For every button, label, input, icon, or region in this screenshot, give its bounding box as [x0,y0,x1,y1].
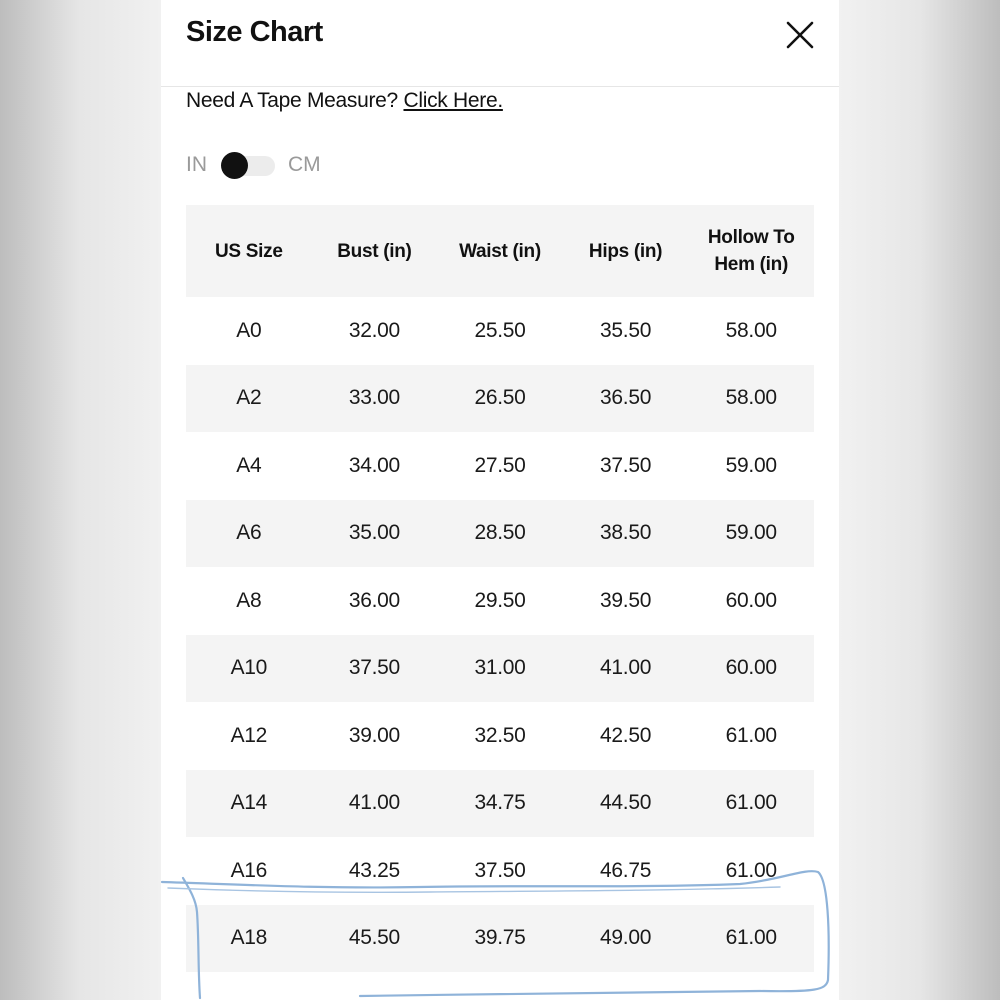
table-row [186,702,814,770]
table-row [186,837,814,905]
table-cell: 31.00 [437,635,563,703]
table-cell: A2 [186,365,312,433]
modal-title: Size Chart [186,16,323,48]
close-icon [783,18,817,52]
table-cell: 58.00 [688,365,814,433]
table-row [186,432,814,500]
table-cell: 36.50 [563,365,689,433]
table-cell: 37.50 [474,858,526,882]
size-table [186,205,814,972]
close-button[interactable] [783,18,817,52]
table-row [186,365,814,433]
table-row [186,500,814,568]
unit-toggle[interactable] [221,152,275,178]
table-cell: 32.50 [474,723,526,747]
table-cell: 39.50 [600,588,652,612]
table-cell: A0 [236,318,262,342]
table-cell: 39.00 [348,723,400,747]
table-cell: 43.25 [348,858,400,882]
table-cell: A12 [230,723,268,747]
table-cell: 61.00 [725,723,777,747]
table-cell: 41.00 [563,635,689,703]
table-cell: 38.50 [563,500,689,568]
toggle-knob[interactable] [221,152,248,179]
table-cell: 33.00 [312,365,438,433]
table-cell: 61.00 [725,858,777,882]
table-cell: 34.00 [348,453,400,477]
table-row [186,905,814,973]
table-cell: A18 [186,905,312,973]
table-cell: 27.50 [474,453,526,477]
table-cell: 60.00 [725,588,777,612]
table-cell: 46.75 [600,858,652,882]
table-cell: 37.50 [312,635,438,703]
table-cell: 39.75 [437,905,563,973]
table-cell: 61.00 [688,770,814,838]
unit-switch-row [186,150,321,180]
unit-label-in: IN [186,153,207,176]
table-cell: A4 [236,453,262,477]
table-cell: 59.00 [688,500,814,568]
size-chart-modal [161,0,839,1000]
table-cell: 37.50 [600,453,652,477]
tape-measure-row [186,89,503,113]
tape-measure-link[interactable]: Click Here. [403,89,503,112]
table-cell: 58.00 [725,318,777,342]
table-cell: 45.50 [312,905,438,973]
table-cell: 29.50 [474,588,526,612]
table-header-row [186,205,814,297]
table-cell: 25.50 [474,318,526,342]
table-cell: A6 [186,500,312,568]
table-cell: 41.00 [312,770,438,838]
table-cell: 61.00 [688,905,814,973]
unit-label-cm: CM [288,153,321,176]
table-cell: 42.50 [600,723,652,747]
table-cell: A16 [230,858,268,882]
table-row [186,635,814,703]
table-cell: 34.75 [437,770,563,838]
table-cell: A14 [186,770,312,838]
table-cell: 44.50 [563,770,689,838]
modal-header [161,0,839,87]
table-cell: 36.00 [348,588,400,612]
table-cell: 32.00 [348,318,400,342]
table-cell: 26.50 [437,365,563,433]
column-header-hollow-to-hem: Hollow To Hem (in) [688,205,814,297]
table-row [186,567,814,635]
table-cell: 49.00 [563,905,689,973]
table-cell: 35.00 [312,500,438,568]
tape-measure-prompt: Need A Tape Measure? [186,89,398,112]
table-row [186,297,814,365]
table-cell: 35.50 [600,318,652,342]
column-header-hips: Hips (in) [563,205,689,297]
table-cell: 59.00 [725,453,777,477]
column-header-us-size: US Size [186,205,312,297]
column-header-bust: Bust (in) [312,205,438,297]
column-header-waist: Waist (in) [437,205,563,297]
table-cell: 60.00 [688,635,814,703]
table-row [186,770,814,838]
table-cell: 28.50 [437,500,563,568]
table-cell: A8 [236,588,262,612]
table-cell: A10 [186,635,312,703]
